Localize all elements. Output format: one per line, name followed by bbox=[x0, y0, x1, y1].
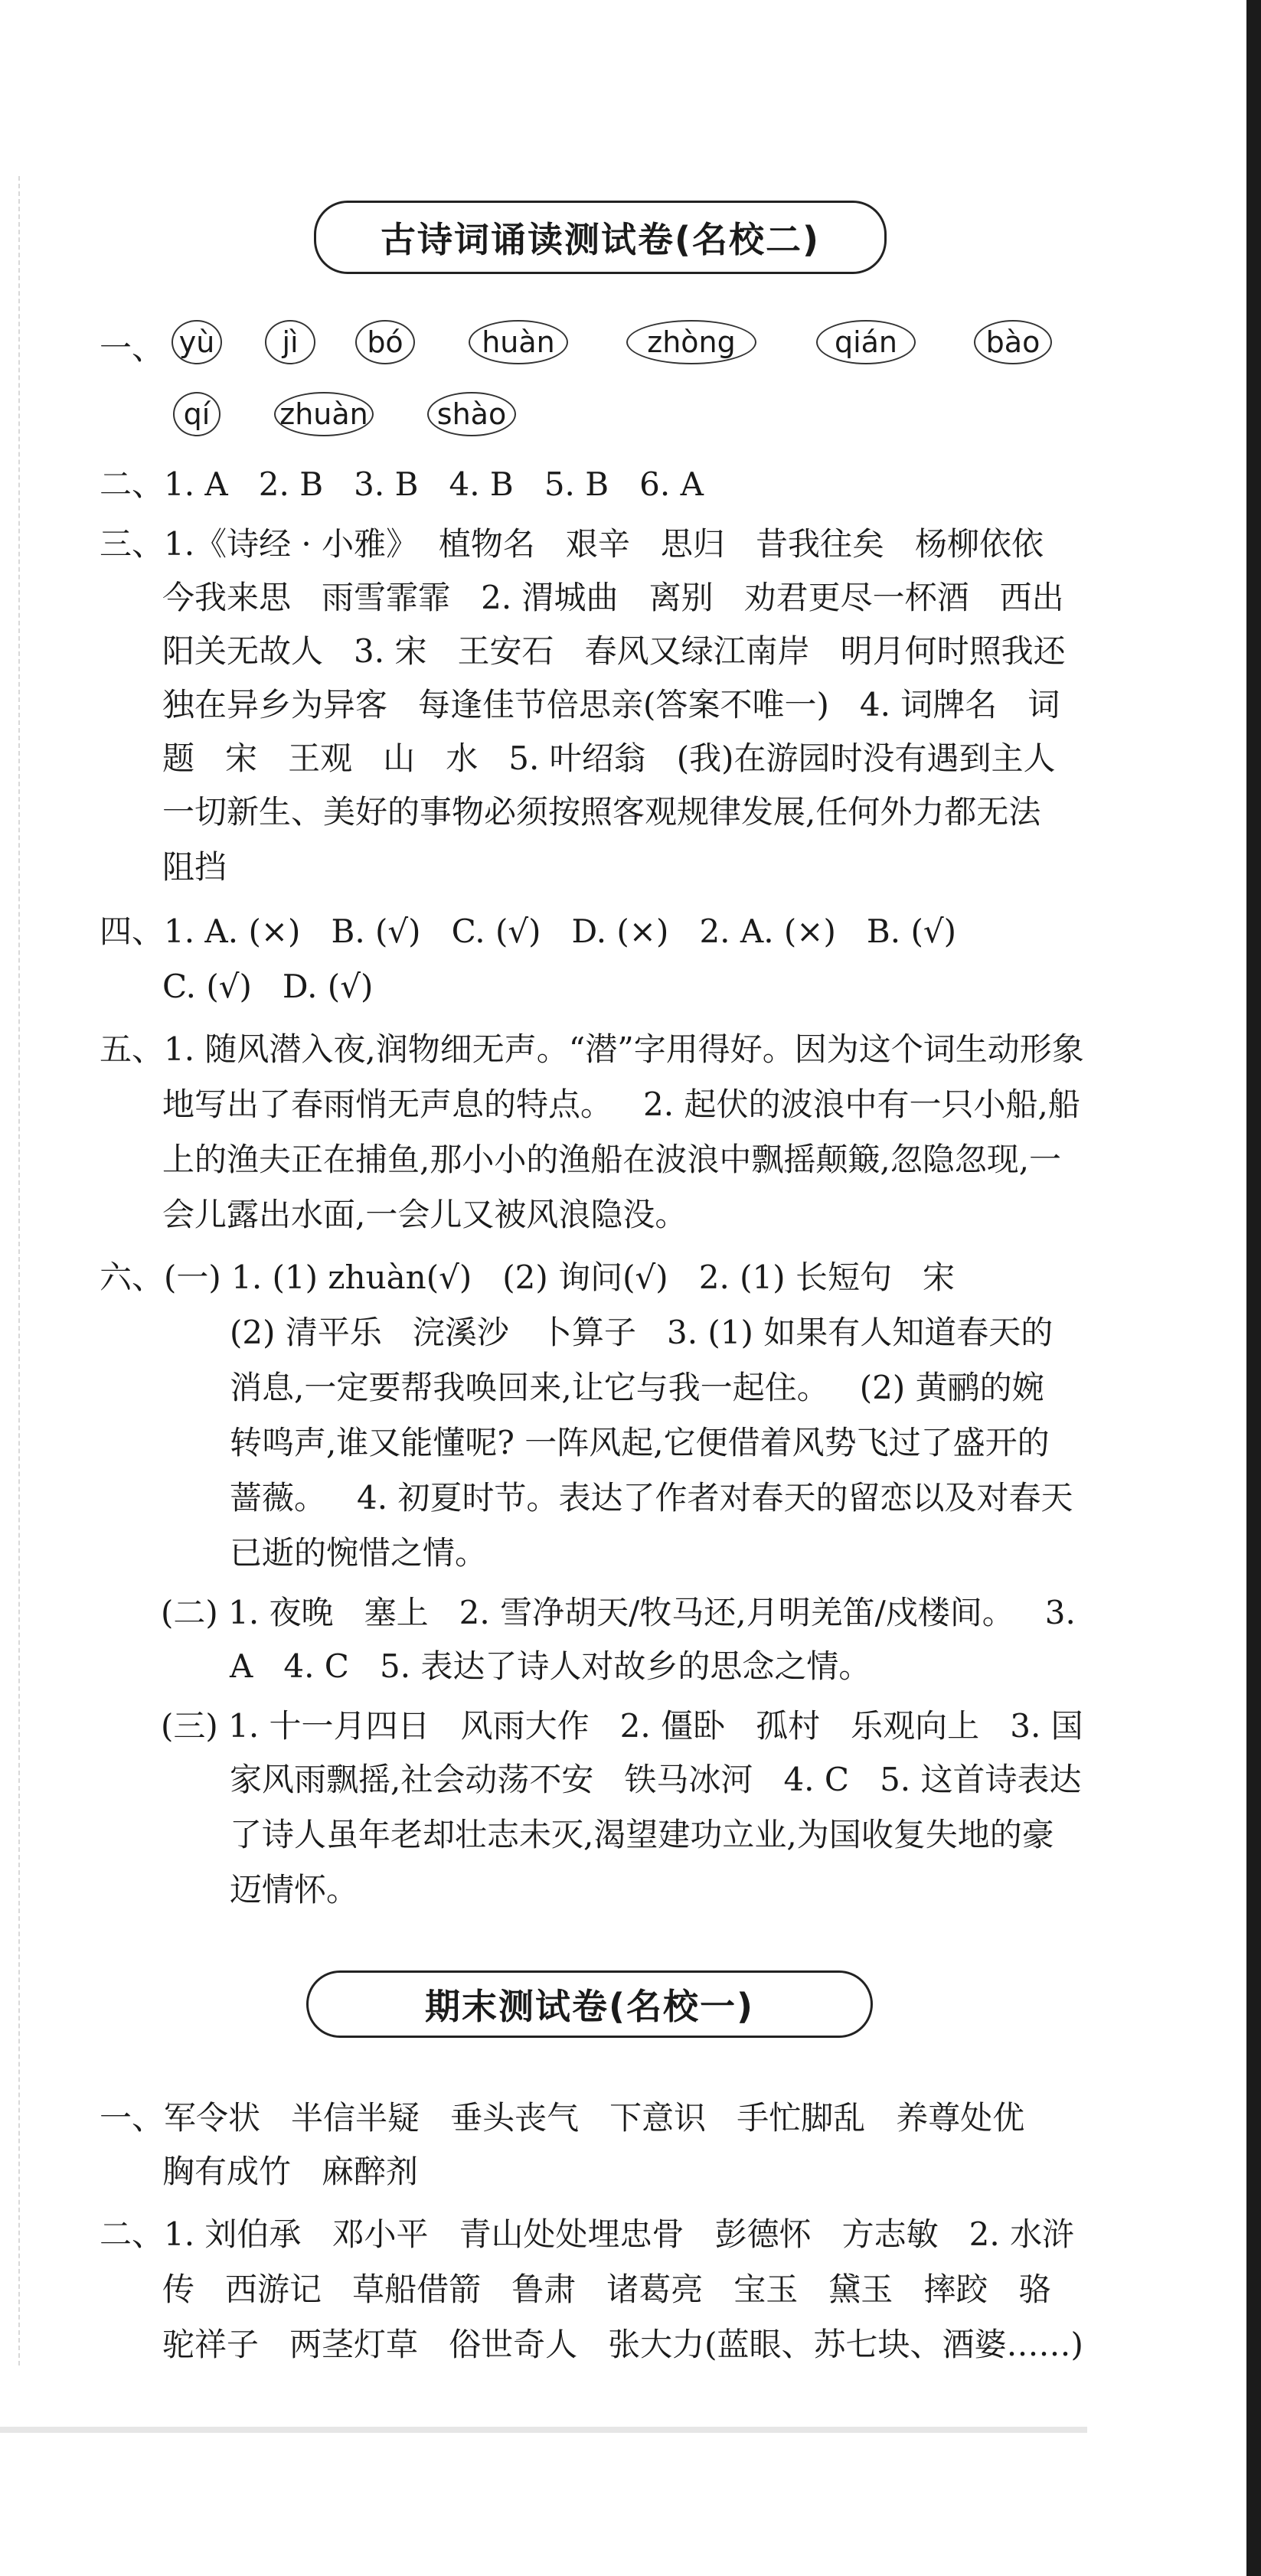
answer-line: 四、1. A. (×) B. (√) C. (√) D. (×) 2. A. (×) B. (√) bbox=[100, 913, 957, 950]
pinyin-oval: zhuàn bbox=[274, 392, 374, 436]
answer-line: 一切新生、美好的事物必须按照客观规律发展,任何外力都无法 bbox=[162, 793, 1041, 831]
page-edge bbox=[1246, 0, 1261, 2576]
answer-line: 转鸣声,谁又能懂呢? 一阵风起,它便借着风势飞过了盛开的 bbox=[230, 1424, 1050, 1461]
bottom-rule bbox=[0, 2427, 1087, 2433]
pinyin-oval: bào bbox=[974, 320, 1052, 364]
answer-line: 消息,一定要帮我唤回来,让它与我一起住。 (2) 黄鹂的婉 bbox=[230, 1369, 1044, 1406]
answer-line: (三) 1. 十一月四日 风雨大作 2. 僵卧 孤村 乐观向上 3. 国 bbox=[161, 1707, 1083, 1745]
pinyin-oval: huàn bbox=[469, 320, 568, 364]
answer-line: (2) 清平乐 浣溪沙 卜算子 3. (1) 如果有人知道春天的 bbox=[230, 1314, 1054, 1351]
answer-line: 二、1. 刘伯承 邓小平 青山处处埋忠骨 彭德怀 方志敏 2. 水浒 bbox=[100, 2215, 1075, 2253]
answer-line: 五、1. 随风潜入夜,润物细无声。“潜”字用得好。因为这个词生动形象 bbox=[100, 1030, 1084, 1068]
answer-line: A 4. C 5. 表达了诗人对故乡的思念之情。 bbox=[230, 1647, 871, 1685]
section-title: 期末测试卷(名校一) bbox=[306, 1970, 873, 2038]
answer-line: 了诗人虽年老却壮志未灭,渴望建功立业,为国收复失地的豪 bbox=[230, 1816, 1054, 1853]
answer-line: 蔷薇。 4. 初夏时节。表达了作者对春天的留恋以及对春天 bbox=[230, 1479, 1073, 1517]
answer-line: 一、军令状 半信半疑 垂头丧气 下意识 手忙脚乱 养尊处优 bbox=[100, 2099, 1025, 2137]
answer-line: 家风雨飘摇,社会动荡不安 铁马冰河 4. C 5. 这首诗表达 bbox=[230, 1761, 1082, 1798]
answer-line: 阳关无故人 3. 宋 王安石 春风又绿江南岸 明月何时照我还 bbox=[162, 632, 1066, 670]
section-title: 古诗词诵读测试卷(名校二) bbox=[314, 201, 887, 274]
answer-line: 胸有成竹 麻醉剂 bbox=[162, 2153, 419, 2190]
answer-line: 上的渔夫正在捕鱼,那小小的渔船在波浪中飘摇颠簸,忽隐忽现,一 bbox=[162, 1141, 1062, 1178]
answer-line: 题 宋 王观 山 水 5. 叶绍翁 (我)在游园时没有遇到主人 bbox=[162, 739, 1056, 777]
answer-line: 驼祥子 两茎灯草 俗世奇人 张大力(蓝眼、苏七块、酒婆……) bbox=[162, 2326, 1083, 2363]
answer-line: 阻挡 bbox=[162, 848, 227, 886]
answer-line: C. (√) D. (√) bbox=[162, 968, 374, 1005]
pinyin-oval: jì bbox=[265, 320, 315, 364]
answer-line: 三、1.《诗经 · 小雅》 植物名 艰辛 思归 昔我往矣 杨柳依依 bbox=[100, 525, 1044, 563]
answer-line: 已逝的惋惜之情。 bbox=[230, 1534, 488, 1572]
pinyin-oval: zhòng bbox=[626, 320, 756, 364]
answer-line: 今我来思 雨雪霏霏 2. 渭城曲 离别 劝君更尽一杯酒 西出 bbox=[162, 579, 1064, 616]
answer-line: 二、1. A 2. B 3. B 4. B 5. B 6. A bbox=[100, 465, 704, 503]
answer-line: 六、(一) 1. (1) zhuàn(√) (2) 询问(√) 2. (1) 长短句 宋 bbox=[100, 1259, 956, 1296]
pinyin-oval: yù bbox=[172, 320, 222, 364]
answer-line: 独在异乡为异客 每逢佳节倍思亲(答案不唯一) 4. 词牌名 词 bbox=[162, 686, 1060, 723]
margin-rule bbox=[18, 176, 21, 2365]
answer-line: 迈情怀。 bbox=[230, 1871, 359, 1908]
pinyin-oval: qián bbox=[816, 320, 916, 364]
answer-line: 传 西游记 草船借箭 鲁肃 诸葛亮 宝玉 黛玉 摔跤 骆 bbox=[162, 2271, 1051, 2308]
question-label: 一、 bbox=[100, 329, 165, 367]
answer-line: 会儿露出水面,一会儿又被风浪隐没。 bbox=[162, 1196, 688, 1233]
answer-line: (二) 1. 夜晚 塞上 2. 雪净胡天/牧马还,月明羌笛/戍楼间。 3. bbox=[161, 1594, 1076, 1631]
answer-line: 地写出了春雨悄无声息的特点。 2. 起伏的波浪中有一只小船,船 bbox=[162, 1086, 1080, 1123]
pinyin-oval: bó bbox=[355, 320, 415, 364]
pinyin-oval: qí bbox=[173, 392, 221, 436]
pinyin-oval: shào bbox=[427, 392, 516, 436]
